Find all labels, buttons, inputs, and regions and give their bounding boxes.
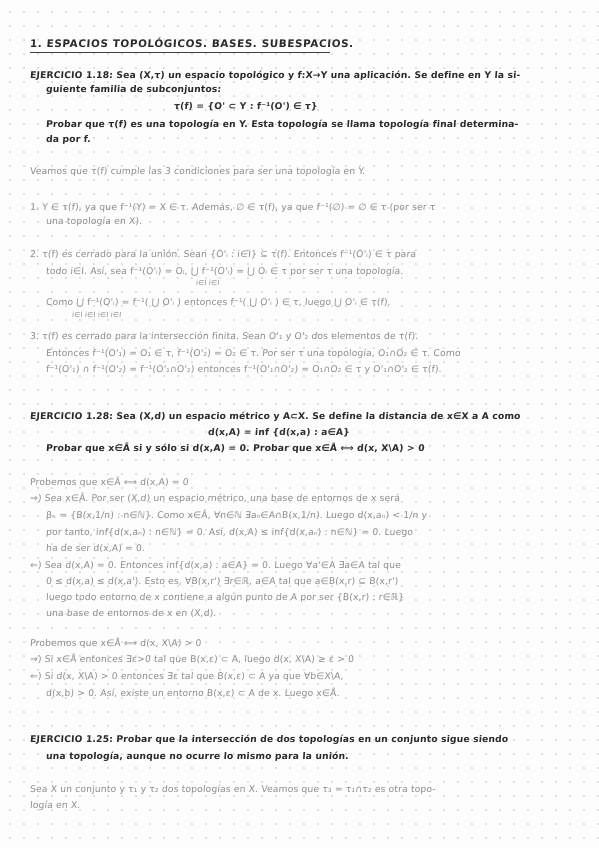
exercise-1-18-line-2: guiente familia de subconjuntos: bbox=[45, 84, 222, 95]
exercise-1-18-line-4: da por f. bbox=[45, 134, 92, 145]
exercise-1-18-line-3: Probar que τ(f) es una topología en Y. Esta topología se llama topología final determina- bbox=[45, 119, 519, 130]
union-subscript-2c: i∈I i∈I i∈I i∈I bbox=[71, 311, 122, 319]
section-title: 1. ESPACIOS TOPOLÓGICOS. BASES. SUBESPACIOS. bbox=[29, 38, 355, 50]
solution-1-18-intro: Veamos que τ(f) cumple las 3 condiciones para ser una topología en Y. bbox=[29, 166, 366, 177]
exercise-1-25-line-1: EJERCICIO 1.25: Probar que la intersección de dos topologías en un conjunto sigue siendo bbox=[29, 734, 509, 745]
exercise-1-28-line-1: EJERCICIO 1.28: Sea (X,d) un espacio métrico y A⊂X. Se define la distancia de x∈X a A como bbox=[29, 411, 521, 422]
solution-1-18-point-3a: 3. τ(f) es cerrado para la intersección finita. Sean O'₁ y O'₂ dos elementos de τ(f). bbox=[29, 331, 419, 342]
solution-1-28-left-1: ⇐) Sea d(x,A) = 0. Entonces inf{d(x,a) : a∈A} = 0. Luego ∀a'∈A ∃a∈A tal que bbox=[29, 560, 402, 571]
exercise-1-18-line-1: EJERCICIO 1.18: Sea (X,τ) un espacio topológico y f:X→Y una aplicación. Se define en Y la si- bbox=[29, 70, 521, 81]
solution-1-28-heading-1: Probemos que x∈Ā ⟺ d(x,A) = 0 bbox=[29, 477, 190, 488]
solution-1-18-point-1b: una topología en X). bbox=[45, 216, 143, 227]
solution-1-18-point-2a: 2. τ(f) es cerrado para la unión. Sean {O'ᵢ : i∈I} ⊆ τ(f). Entonces f⁻¹(O'ᵢ) ∈ τ para bbox=[29, 249, 417, 260]
solution-1-28-heading-2: Probemos que x∈Å ⟺ d(x, X\A) > 0 bbox=[29, 638, 202, 649]
solution-1-28-left-4: una base de entornos de x en (X,d). bbox=[45, 608, 217, 619]
solution-1-18-point-2c: Como ⋃ f⁻¹(O'ᵢ) = f⁻¹( ⋃ O'ᵢ ) entonces f⁻¹( ⋃ O'ᵢ ) ∈ τ, luego ⋃ O'ᵢ ∈ τ(f). bbox=[45, 297, 392, 308]
solution-1-28-interior-right: ⇒) Si x∈Å entonces ∃ε>0 tal que B(x,ε) ⊂ A, luego d(x, X\A) ≥ ε > 0 bbox=[29, 654, 355, 665]
exercise-1-25-line-2: una topología, aunque no ocurre lo mismo para la unión. bbox=[45, 751, 350, 762]
union-subscript-2b: i∈I i∈I bbox=[195, 279, 220, 287]
solution-1-28-right-4: ha de ser d(x,A) = 0. bbox=[45, 543, 146, 554]
exercise-1-28-line-2: Probar que x∈Ā si y sólo si d(x,A) = 0. Probar que x∈Å ⟺ d(x, X\A) > 0 bbox=[45, 443, 426, 454]
solution-1-28-left-3: luego todo entorno de x contiene a algún punto de A por ser {B(x,r) : r∈ℝ} bbox=[45, 592, 405, 603]
exercise-1-18-formula: τ(f) = {O' ⊂ Y : f⁻¹(O') ∈ τ} bbox=[173, 101, 319, 112]
solution-1-18-point-1a: 1. Y ∈ τ(f), ya que f⁻¹(Y) = X ∈ τ. Además, ∅ ∈ τ(f), ya que f⁻¹(∅) = ∅ ∈ τ (por ser τ bbox=[29, 202, 436, 213]
solution-1-25-line-2: logía en X. bbox=[29, 800, 81, 811]
exercise-1-28-formula: d(x,A) = inf {d(x,a) : a∈A} bbox=[207, 427, 351, 438]
solution-1-25-line-1: Sea X un conjunto y τ₁ y τ₂ dos topologías en X. Veamos que τ₃ = τ₁∩τ₂ es otra topo- bbox=[29, 784, 437, 795]
solution-1-18-point-3c: f⁻¹(O'₁) ∩ f⁻¹(O'₂) = f⁻¹(O'₁∩O'₂) entonces f⁻¹(O'₁∩O'₂) = O₁∩O₂ ∈ τ y O'₁∩O'₂ ∈ τ(f). bbox=[45, 364, 443, 375]
solution-1-28-interior-left-1: ⇐) Si d(x, X\A) > 0 entonces ∃ε tal que B(x,ε) ⊂ A ya que ∀b∈X\A, bbox=[29, 671, 344, 682]
solution-1-28-right-2: βₓ = {B(x,1/n) : n∈ℕ}. Como x∈Ā, ∀n∈ℕ ∃aₙ∈A∩B(x,1/n). Luego d(x,aₙ) < 1/n y bbox=[45, 510, 428, 521]
title-underline bbox=[30, 52, 330, 53]
solution-1-28-right-3: por tanto, inf{d(x,aₙ) : n∈ℕ} = 0. Así, d(x,A) ≤ inf{d(x,aₙ) : n∈ℕ} = 0. Luego bbox=[45, 527, 414, 538]
solution-1-18-point-2b: todo i∈I. Así, sea f⁻¹(O'ᵢ) = Oᵢ, ⋃ f⁻¹(O'ᵢ) = ⋃ Oᵢ ∈ τ por ser τ una topología. bbox=[45, 266, 404, 277]
solution-1-28-right-1: ⇒) Sea x∈Ā. Por ser (X,d) un espacio métrico, una base de entornos de x será bbox=[29, 493, 401, 504]
solution-1-28-left-2: 0 ≤ d(x,a) ≤ d(x,a'). Esto es, ∀B(x,r') ∃r∈ℝ, a∈A tal que a∈B(x,r) ⊆ B(x,r') bbox=[45, 576, 399, 587]
solution-1-18-point-3b: Entonces f⁻¹(O'₁) = O₁ ∈ τ, f⁻¹(O'₂) = O₂ ∈ τ. Por ser τ una topología, O₁∩O₂ ∈ τ. Como bbox=[45, 348, 462, 359]
solution-1-28-interior-left-2: d(x,b) > 0. Así, existe un entorno B(x,ε) ⊂ A de x. Luego x∈Å. bbox=[45, 688, 340, 699]
